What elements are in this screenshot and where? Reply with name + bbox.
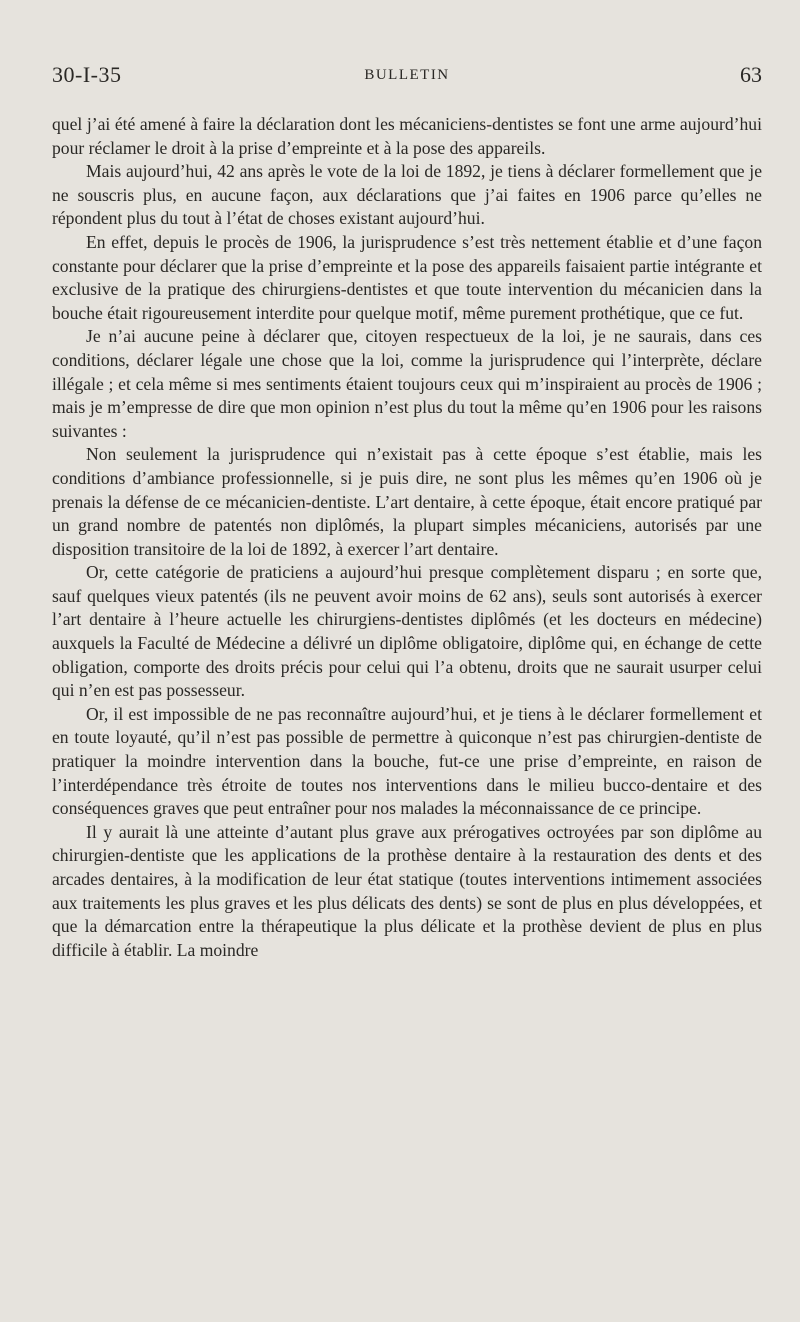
- page-header: [52, 62, 762, 92]
- paragraph: Je n’ai aucune peine à déclarer que, citoyen respectueux de la loi, je ne saurais, dans ces conditions, déclarer légale une chose que la loi, comme la jurisprudence qui l’interprète, déclare illégale ; et cela même si mes sentiments étaient toujours ceux qui m’inspiraient au procès de 1906 ; mais je m’empresse de dire que mon opinion n’est plus du tout la même qu’en 1906 pour les raisons suivantes :: [52, 326, 762, 441]
- header-title: BULLETIN: [364, 67, 450, 83]
- paragraph: Or, cette catégorie de praticiens a aujourd’hui presque complètement disparu ; en sorte que, sauf quelques vieux patentés (ils ne peuvent avoir moins de 62 ans), seuls sont autorisés à exercer l’art dentaire à l’heure actuelle les chirurgiens-dentistes diplômés (et les docteurs en médecine) auxquels la Faculté de Médecine a délivré un diplôme obligatoire, diplôme qui, en échange de cette obligation, comporte des droits précis pour celui qui l’a obtenu, droits que ne saurait usurper celui qui n’en est pas possesseur.: [52, 562, 762, 701]
- body-text: [52, 113, 762, 962]
- paragraph: Il y aurait là une atteinte d’autant plus grave aux prérogatives octroyées par son diplôme au chirurgien-dentiste que les applications de la prothèse dentaire à la restauration des dents et des arcades dentaires, à la modification de leur état statique (toutes interventions intimement associées aux traitements les plus graves et les plus délicats des dents) se sont de plus en plus développées, et que la démarcation entre la thérapeutique la plus délicate et la prothèse devient de plus en plus difficile à établir. La moindre: [52, 821, 762, 960]
- paragraph: quel j’ai été amené à faire la déclaration dont les mécaniciens-dentistes se font une arme aujourd’hui pour réclamer le droit à la prise d’empreinte et à la pose des appareils.: [52, 114, 762, 158]
- header-date: 30-I-35: [52, 62, 122, 87]
- paragraph: Or, il est impossible de ne pas reconnaître aujourd’hui, et je tiens à le déclarer formellement et en toute loyauté, qu’il n’est pas possible de permettre à quiconque n’est pas chirurgien-dentiste de pratiquer la moindre intervention dans la bouche, fut-ce une prise d’empreinte, en raison de l’interdépendance très étroite de toutes nos interventions dans le milieu bucco-dentaire et des conséquences graves que peut entraîner pour nos malades la méconnaissance de ce principe.: [52, 703, 762, 819]
- page-number: 63: [740, 62, 762, 87]
- paragraph: Mais aujourd’hui, 42 ans après le vote de la loi de 1892, je tiens à déclarer formellement que je ne souscris plus, en aucune façon, aux déclarations que j’ai faites en 1906 parce qu’elles ne répondent plus du tout à l’état de choses existant aujourd’hui.: [52, 161, 762, 229]
- paragraph: En effet, depuis le procès de 1906, la jurisprudence s’est très nettement établie et d’une façon constante pour déclarer que la prise d’empreinte et la pose des appareils faisaient partie intégrante et exclusive de la pratique des chirurgiens-dentistes et que toute intervention du mécanicien dans la bouche était rigoureusement interdite pour quelque motif, même purement prothétique, que ce fut.: [52, 231, 762, 323]
- paragraph: Non seulement la jurisprudence qui n’existait pas à cette époque s’est établie, mais les conditions d’ambiance professionnelle, si je puis dire, ne sont plus les mêmes qu’en 1906 où je prenais la défense de ce mécanicien-dentiste. L’art dentaire, à cette époque, était encore pratiqué par un grand nombre de patentés non diplômés, la plupart simples mécaniciens, autorisés par une disposition transitoire de la loi de 1892, à exercer l’art dentaire.: [52, 444, 762, 559]
